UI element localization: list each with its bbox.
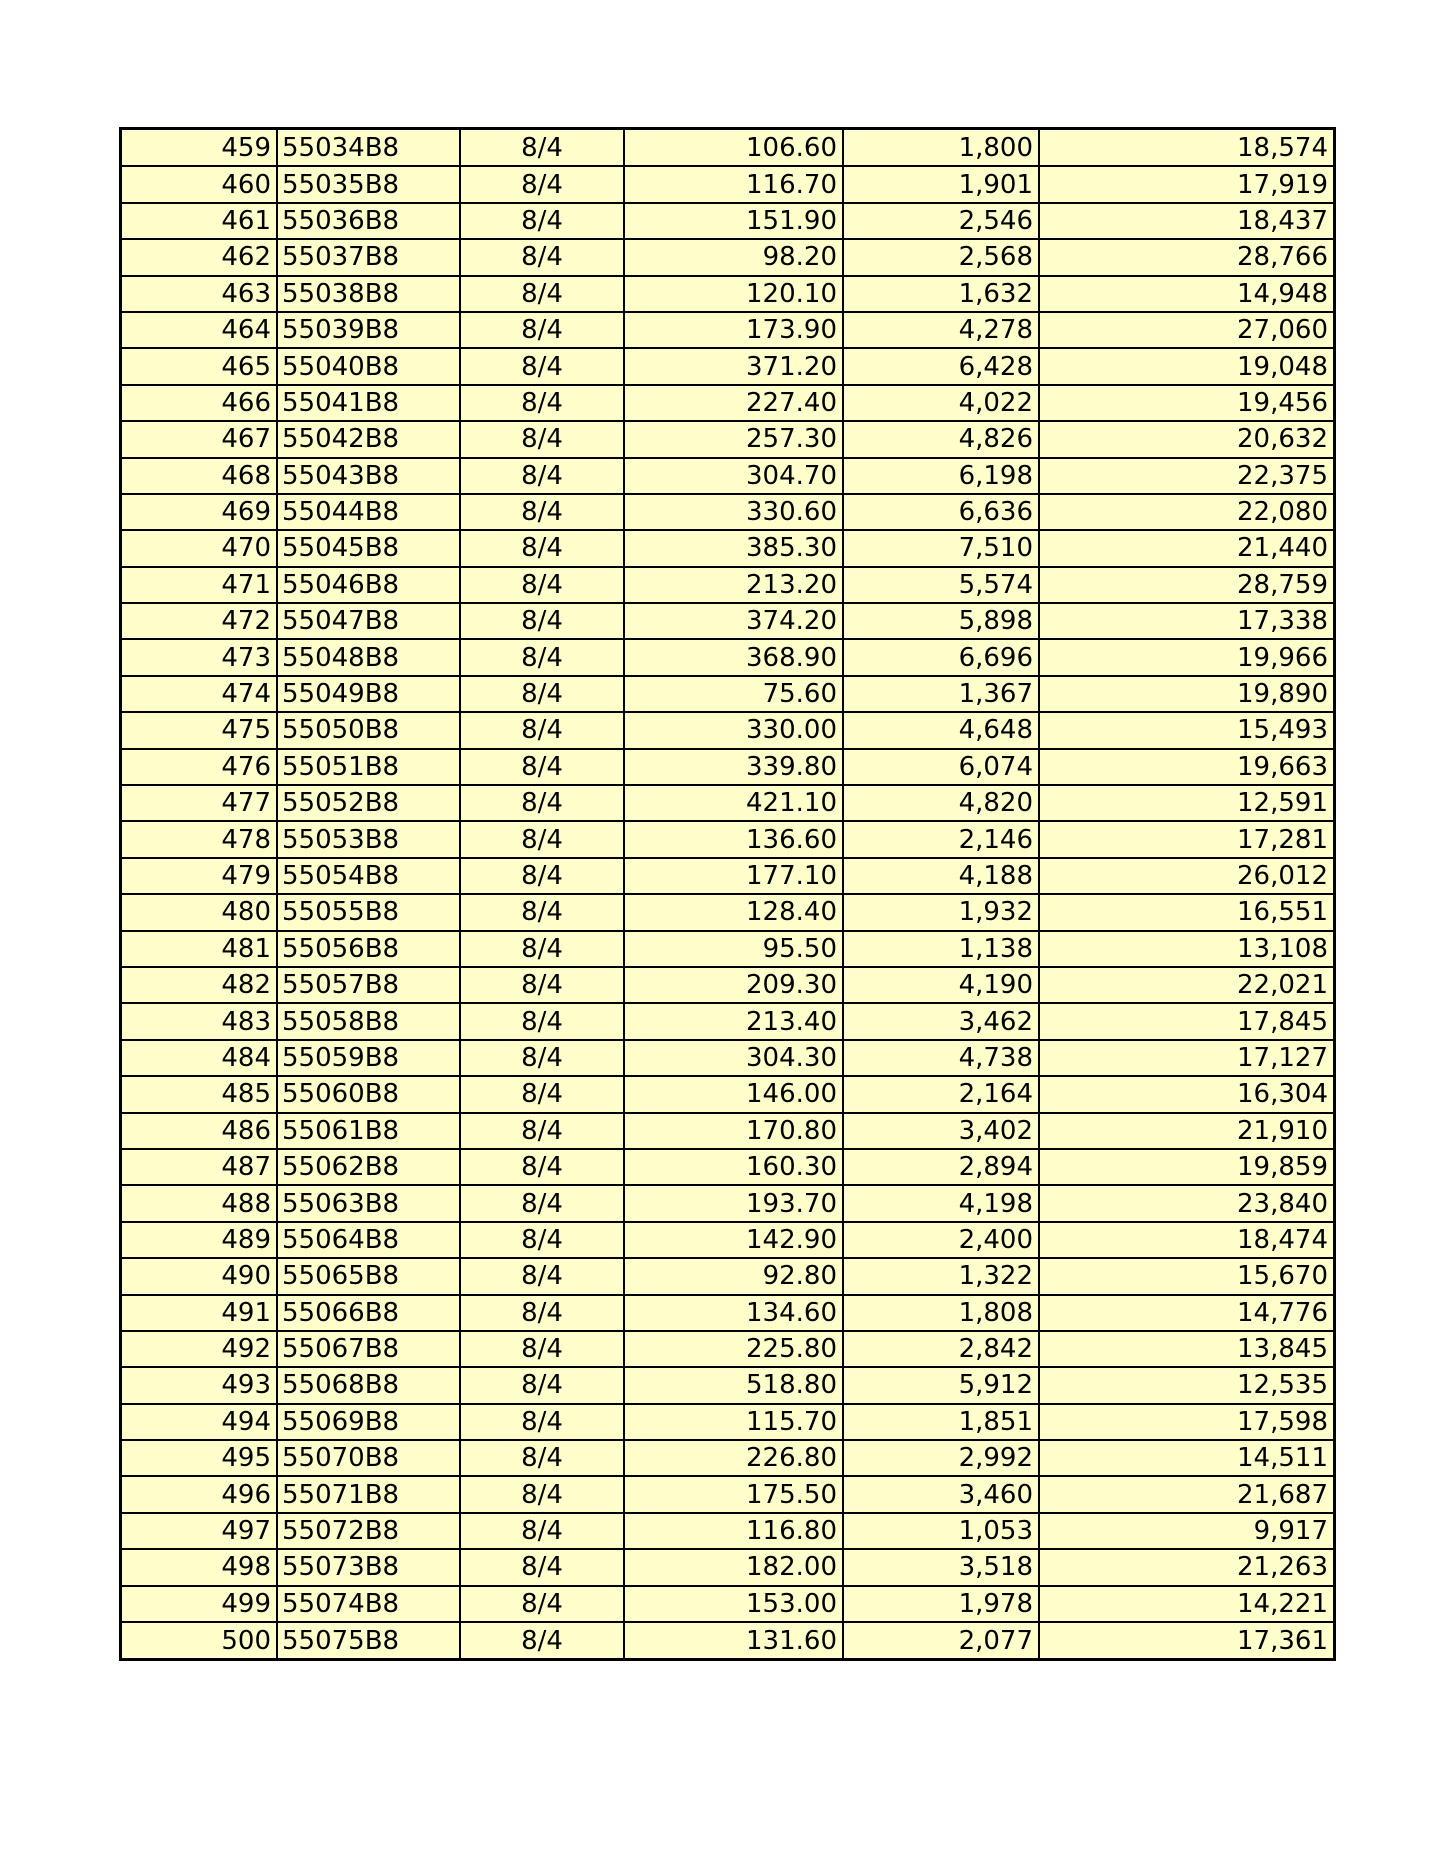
quantity-cell: 4,648 — [843, 712, 1039, 748]
total-cell: 17,845 — [1039, 1003, 1333, 1039]
size-cell: 8/4 — [460, 203, 624, 239]
table-row — [122, 239, 1333, 275]
item-code-cell: 55059B8 — [277, 1040, 460, 1076]
total-cell: 14,948 — [1039, 276, 1333, 312]
table-row — [122, 1622, 1333, 1658]
total-cell: 15,493 — [1039, 712, 1333, 748]
item-code-cell: 55065B8 — [277, 1258, 460, 1294]
item-code-cell: 55044B8 — [277, 494, 460, 530]
item-code-cell: 55055B8 — [277, 894, 460, 930]
row-number-cell: 475 — [122, 712, 277, 748]
quantity-cell: 2,400 — [843, 1222, 1039, 1258]
size-cell: 8/4 — [460, 1222, 624, 1258]
table-row — [122, 1476, 1333, 1512]
size-cell: 8/4 — [460, 1331, 624, 1367]
data-table-container — [119, 127, 1336, 1661]
row-number-cell: 492 — [122, 1331, 277, 1367]
size-cell: 8/4 — [460, 749, 624, 785]
size-cell: 8/4 — [460, 458, 624, 494]
table-row — [122, 1076, 1333, 1112]
size-cell: 8/4 — [460, 421, 624, 457]
size-cell: 8/4 — [460, 1549, 624, 1585]
size-cell: 8/4 — [460, 130, 624, 166]
total-cell: 17,281 — [1039, 821, 1333, 857]
table-row — [122, 312, 1333, 348]
quantity-cell: 5,574 — [843, 567, 1039, 603]
item-code-cell: 55047B8 — [277, 603, 460, 639]
quantity-cell: 4,022 — [843, 385, 1039, 421]
row-number-cell: 486 — [122, 1113, 277, 1149]
table-row — [122, 494, 1333, 530]
quantity-cell: 2,146 — [843, 821, 1039, 857]
value-cell: 257.30 — [624, 421, 843, 457]
total-cell: 22,021 — [1039, 967, 1333, 1003]
value-cell: 371.20 — [624, 348, 843, 384]
total-cell: 16,551 — [1039, 894, 1333, 930]
row-number-cell: 498 — [122, 1549, 277, 1585]
quantity-cell: 4,188 — [843, 858, 1039, 894]
item-code-cell: 55038B8 — [277, 276, 460, 312]
table-row — [122, 1586, 1333, 1622]
size-cell: 8/4 — [460, 1476, 624, 1512]
quantity-cell: 2,164 — [843, 1076, 1039, 1112]
value-cell: 339.80 — [624, 749, 843, 785]
quantity-cell: 5,912 — [843, 1367, 1039, 1403]
quantity-cell: 1,800 — [843, 130, 1039, 166]
total-cell: 21,440 — [1039, 530, 1333, 566]
value-cell: 175.50 — [624, 1476, 843, 1512]
row-number-cell: 464 — [122, 312, 277, 348]
quantity-cell: 1,367 — [843, 676, 1039, 712]
total-cell: 17,338 — [1039, 603, 1333, 639]
item-code-cell: 55057B8 — [277, 967, 460, 1003]
total-cell: 13,108 — [1039, 931, 1333, 967]
row-number-cell: 460 — [122, 166, 277, 202]
total-cell: 27,060 — [1039, 312, 1333, 348]
size-cell: 8/4 — [460, 1367, 624, 1403]
table-row — [122, 785, 1333, 821]
row-number-cell: 496 — [122, 1476, 277, 1512]
table-row — [122, 1003, 1333, 1039]
quantity-cell: 1,932 — [843, 894, 1039, 930]
total-cell: 22,375 — [1039, 458, 1333, 494]
size-cell: 8/4 — [460, 785, 624, 821]
quantity-cell: 6,636 — [843, 494, 1039, 530]
data-table — [122, 130, 1333, 1658]
table-row — [122, 821, 1333, 857]
total-cell: 21,910 — [1039, 1113, 1333, 1149]
table-row — [122, 276, 1333, 312]
size-cell: 8/4 — [460, 530, 624, 566]
row-number-cell: 468 — [122, 458, 277, 494]
value-cell: 142.90 — [624, 1222, 843, 1258]
table-row — [122, 1549, 1333, 1585]
total-cell: 23,840 — [1039, 1185, 1333, 1221]
item-code-cell: 55072B8 — [277, 1513, 460, 1549]
item-code-cell: 55066B8 — [277, 1295, 460, 1331]
item-code-cell: 55045B8 — [277, 530, 460, 566]
quantity-cell: 6,696 — [843, 639, 1039, 675]
table-row — [122, 130, 1333, 166]
size-cell: 8/4 — [460, 1404, 624, 1440]
total-cell: 18,437 — [1039, 203, 1333, 239]
quantity-cell: 1,851 — [843, 1404, 1039, 1440]
size-cell: 8/4 — [460, 894, 624, 930]
item-code-cell: 55035B8 — [277, 166, 460, 202]
quantity-cell: 6,198 — [843, 458, 1039, 494]
quantity-cell: 4,738 — [843, 1040, 1039, 1076]
value-cell: 227.40 — [624, 385, 843, 421]
quantity-cell: 1,053 — [843, 1513, 1039, 1549]
row-number-cell: 477 — [122, 785, 277, 821]
value-cell: 421.10 — [624, 785, 843, 821]
table-row — [122, 1404, 1333, 1440]
row-number-cell: 467 — [122, 421, 277, 457]
value-cell: 95.50 — [624, 931, 843, 967]
value-cell: 128.40 — [624, 894, 843, 930]
item-code-cell: 55034B8 — [277, 130, 460, 166]
table-row — [122, 348, 1333, 384]
table-row — [122, 458, 1333, 494]
table-row — [122, 931, 1333, 967]
quantity-cell: 4,820 — [843, 785, 1039, 821]
table-row — [122, 1331, 1333, 1367]
total-cell: 13,845 — [1039, 1331, 1333, 1367]
quantity-cell: 6,074 — [843, 749, 1039, 785]
item-code-cell: 55073B8 — [277, 1549, 460, 1585]
table-row — [122, 1185, 1333, 1221]
row-number-cell: 495 — [122, 1440, 277, 1476]
quantity-cell: 2,842 — [843, 1331, 1039, 1367]
total-cell: 26,012 — [1039, 858, 1333, 894]
size-cell: 8/4 — [460, 1586, 624, 1622]
size-cell: 8/4 — [460, 712, 624, 748]
value-cell: 106.60 — [624, 130, 843, 166]
size-cell: 8/4 — [460, 639, 624, 675]
value-cell: 116.70 — [624, 166, 843, 202]
size-cell: 8/4 — [460, 385, 624, 421]
quantity-cell: 2,894 — [843, 1149, 1039, 1185]
value-cell: 304.30 — [624, 1040, 843, 1076]
quantity-cell: 4,190 — [843, 967, 1039, 1003]
row-number-cell: 487 — [122, 1149, 277, 1185]
table-row — [122, 1040, 1333, 1076]
quantity-cell: 3,402 — [843, 1113, 1039, 1149]
table-row — [122, 530, 1333, 566]
total-cell: 17,361 — [1039, 1622, 1333, 1658]
value-cell: 120.10 — [624, 276, 843, 312]
value-cell: 374.20 — [624, 603, 843, 639]
size-cell: 8/4 — [460, 1149, 624, 1185]
table-row — [122, 1113, 1333, 1149]
row-number-cell: 462 — [122, 239, 277, 275]
quantity-cell: 3,460 — [843, 1476, 1039, 1512]
value-cell: 330.00 — [624, 712, 843, 748]
row-number-cell: 482 — [122, 967, 277, 1003]
total-cell: 19,890 — [1039, 676, 1333, 712]
row-number-cell: 459 — [122, 130, 277, 166]
quantity-cell: 1,978 — [843, 1586, 1039, 1622]
size-cell: 8/4 — [460, 821, 624, 857]
item-code-cell: 55070B8 — [277, 1440, 460, 1476]
total-cell: 14,221 — [1039, 1586, 1333, 1622]
value-cell: 177.10 — [624, 858, 843, 894]
item-code-cell: 55041B8 — [277, 385, 460, 421]
table-row — [122, 639, 1333, 675]
size-cell: 8/4 — [460, 1113, 624, 1149]
quantity-cell: 4,198 — [843, 1185, 1039, 1221]
table-row — [122, 166, 1333, 202]
item-code-cell: 55054B8 — [277, 858, 460, 894]
total-cell: 15,670 — [1039, 1258, 1333, 1294]
total-cell: 28,759 — [1039, 567, 1333, 603]
total-cell: 19,859 — [1039, 1149, 1333, 1185]
item-code-cell: 55061B8 — [277, 1113, 460, 1149]
row-number-cell: 474 — [122, 676, 277, 712]
size-cell: 8/4 — [460, 1622, 624, 1658]
item-code-cell: 55069B8 — [277, 1404, 460, 1440]
table-row — [122, 676, 1333, 712]
size-cell: 8/4 — [460, 1040, 624, 1076]
total-cell: 14,776 — [1039, 1295, 1333, 1331]
total-cell: 18,574 — [1039, 130, 1333, 166]
quantity-cell: 1,138 — [843, 931, 1039, 967]
item-code-cell: 55040B8 — [277, 348, 460, 384]
table-row — [122, 603, 1333, 639]
value-cell: 134.60 — [624, 1295, 843, 1331]
row-number-cell: 497 — [122, 1513, 277, 1549]
total-cell: 12,535 — [1039, 1367, 1333, 1403]
table-row — [122, 1440, 1333, 1476]
item-code-cell: 55052B8 — [277, 785, 460, 821]
item-code-cell: 55075B8 — [277, 1622, 460, 1658]
value-cell: 115.70 — [624, 1404, 843, 1440]
value-cell: 182.00 — [624, 1549, 843, 1585]
item-code-cell: 55053B8 — [277, 821, 460, 857]
value-cell: 330.60 — [624, 494, 843, 530]
size-cell: 8/4 — [460, 676, 624, 712]
row-number-cell: 490 — [122, 1258, 277, 1294]
quantity-cell: 2,992 — [843, 1440, 1039, 1476]
row-number-cell: 473 — [122, 639, 277, 675]
value-cell: 213.20 — [624, 567, 843, 603]
item-code-cell: 55074B8 — [277, 1586, 460, 1622]
row-number-cell: 472 — [122, 603, 277, 639]
value-cell: 226.80 — [624, 1440, 843, 1476]
total-cell: 18,474 — [1039, 1222, 1333, 1258]
size-cell: 8/4 — [460, 1076, 624, 1112]
size-cell: 8/4 — [460, 603, 624, 639]
total-cell: 19,048 — [1039, 348, 1333, 384]
quantity-cell: 2,568 — [843, 239, 1039, 275]
item-code-cell: 55062B8 — [277, 1149, 460, 1185]
item-code-cell: 55064B8 — [277, 1222, 460, 1258]
item-code-cell: 55046B8 — [277, 567, 460, 603]
item-code-cell: 55042B8 — [277, 421, 460, 457]
value-cell: 131.60 — [624, 1622, 843, 1658]
table-row — [122, 1367, 1333, 1403]
quantity-cell: 4,826 — [843, 421, 1039, 457]
value-cell: 136.60 — [624, 821, 843, 857]
row-number-cell: 488 — [122, 1185, 277, 1221]
table-row — [122, 1513, 1333, 1549]
row-number-cell: 499 — [122, 1586, 277, 1622]
value-cell: 225.80 — [624, 1331, 843, 1367]
item-code-cell: 55037B8 — [277, 239, 460, 275]
size-cell: 8/4 — [460, 276, 624, 312]
table-row — [122, 203, 1333, 239]
total-cell: 19,456 — [1039, 385, 1333, 421]
row-number-cell: 463 — [122, 276, 277, 312]
total-cell: 12,591 — [1039, 785, 1333, 821]
item-code-cell: 55036B8 — [277, 203, 460, 239]
total-cell: 21,687 — [1039, 1476, 1333, 1512]
quantity-cell: 6,428 — [843, 348, 1039, 384]
size-cell: 8/4 — [460, 931, 624, 967]
item-code-cell: 55050B8 — [277, 712, 460, 748]
item-code-cell: 55049B8 — [277, 676, 460, 712]
quantity-cell: 3,518 — [843, 1549, 1039, 1585]
size-cell: 8/4 — [460, 239, 624, 275]
row-number-cell: 484 — [122, 1040, 277, 1076]
size-cell: 8/4 — [460, 858, 624, 894]
row-number-cell: 478 — [122, 821, 277, 857]
quantity-cell: 1,901 — [843, 166, 1039, 202]
quantity-cell: 2,546 — [843, 203, 1039, 239]
item-code-cell: 55071B8 — [277, 1476, 460, 1512]
item-code-cell: 55051B8 — [277, 749, 460, 785]
size-cell: 8/4 — [460, 1513, 624, 1549]
value-cell: 160.30 — [624, 1149, 843, 1185]
value-cell: 151.90 — [624, 203, 843, 239]
total-cell: 20,632 — [1039, 421, 1333, 457]
total-cell: 28,766 — [1039, 239, 1333, 275]
total-cell: 17,127 — [1039, 1040, 1333, 1076]
quantity-cell: 1,808 — [843, 1295, 1039, 1331]
value-cell: 98.20 — [624, 239, 843, 275]
table-row — [122, 894, 1333, 930]
table-row — [122, 1222, 1333, 1258]
row-number-cell: 470 — [122, 530, 277, 566]
value-cell: 304.70 — [624, 458, 843, 494]
total-cell: 9,917 — [1039, 1513, 1333, 1549]
row-number-cell: 491 — [122, 1295, 277, 1331]
row-number-cell: 489 — [122, 1222, 277, 1258]
total-cell: 17,598 — [1039, 1404, 1333, 1440]
quantity-cell: 3,462 — [843, 1003, 1039, 1039]
size-cell: 8/4 — [460, 348, 624, 384]
size-cell: 8/4 — [460, 1185, 624, 1221]
table-row — [122, 567, 1333, 603]
item-code-cell: 55039B8 — [277, 312, 460, 348]
table-row — [122, 1258, 1333, 1294]
row-number-cell: 471 — [122, 567, 277, 603]
row-number-cell: 485 — [122, 1076, 277, 1112]
item-code-cell: 55067B8 — [277, 1331, 460, 1367]
total-cell: 16,304 — [1039, 1076, 1333, 1112]
size-cell: 8/4 — [460, 567, 624, 603]
value-cell: 170.80 — [624, 1113, 843, 1149]
table-row — [122, 749, 1333, 785]
total-cell: 19,966 — [1039, 639, 1333, 675]
quantity-cell: 4,278 — [843, 312, 1039, 348]
table-row — [122, 712, 1333, 748]
row-number-cell: 494 — [122, 1404, 277, 1440]
size-cell: 8/4 — [460, 1003, 624, 1039]
table-body — [122, 130, 1333, 1658]
quantity-cell: 5,898 — [843, 603, 1039, 639]
quantity-cell: 1,322 — [843, 1258, 1039, 1294]
total-cell: 17,919 — [1039, 166, 1333, 202]
size-cell: 8/4 — [460, 312, 624, 348]
size-cell: 8/4 — [460, 1440, 624, 1476]
row-number-cell: 479 — [122, 858, 277, 894]
item-code-cell: 55056B8 — [277, 931, 460, 967]
item-code-cell: 55060B8 — [277, 1076, 460, 1112]
total-cell: 14,511 — [1039, 1440, 1333, 1476]
value-cell: 368.90 — [624, 639, 843, 675]
row-number-cell: 469 — [122, 494, 277, 530]
row-number-cell: 481 — [122, 931, 277, 967]
value-cell: 75.60 — [624, 676, 843, 712]
size-cell: 8/4 — [460, 494, 624, 530]
size-cell: 8/4 — [460, 1258, 624, 1294]
item-code-cell: 55043B8 — [277, 458, 460, 494]
table-row — [122, 421, 1333, 457]
row-number-cell: 465 — [122, 348, 277, 384]
total-cell: 19,663 — [1039, 749, 1333, 785]
value-cell: 213.40 — [624, 1003, 843, 1039]
item-code-cell: 55068B8 — [277, 1367, 460, 1403]
table-row — [122, 858, 1333, 894]
value-cell: 193.70 — [624, 1185, 843, 1221]
table-row — [122, 967, 1333, 1003]
value-cell: 209.30 — [624, 967, 843, 1003]
value-cell: 92.80 — [624, 1258, 843, 1294]
quantity-cell: 1,632 — [843, 276, 1039, 312]
value-cell: 518.80 — [624, 1367, 843, 1403]
row-number-cell: 493 — [122, 1367, 277, 1403]
value-cell: 146.00 — [624, 1076, 843, 1112]
value-cell: 385.30 — [624, 530, 843, 566]
row-number-cell: 461 — [122, 203, 277, 239]
size-cell: 8/4 — [460, 967, 624, 1003]
size-cell: 8/4 — [460, 1295, 624, 1331]
table-row — [122, 385, 1333, 421]
row-number-cell: 500 — [122, 1622, 277, 1658]
table-row — [122, 1149, 1333, 1185]
row-number-cell: 483 — [122, 1003, 277, 1039]
quantity-cell: 7,510 — [843, 530, 1039, 566]
value-cell: 173.90 — [624, 312, 843, 348]
value-cell: 116.80 — [624, 1513, 843, 1549]
row-number-cell: 476 — [122, 749, 277, 785]
row-number-cell: 466 — [122, 385, 277, 421]
item-code-cell: 55058B8 — [277, 1003, 460, 1039]
row-number-cell: 480 — [122, 894, 277, 930]
size-cell: 8/4 — [460, 166, 624, 202]
total-cell: 22,080 — [1039, 494, 1333, 530]
table-row — [122, 1295, 1333, 1331]
total-cell: 21,263 — [1039, 1549, 1333, 1585]
item-code-cell: 55063B8 — [277, 1185, 460, 1221]
quantity-cell: 2,077 — [843, 1622, 1039, 1658]
value-cell: 153.00 — [624, 1586, 843, 1622]
item-code-cell: 55048B8 — [277, 639, 460, 675]
